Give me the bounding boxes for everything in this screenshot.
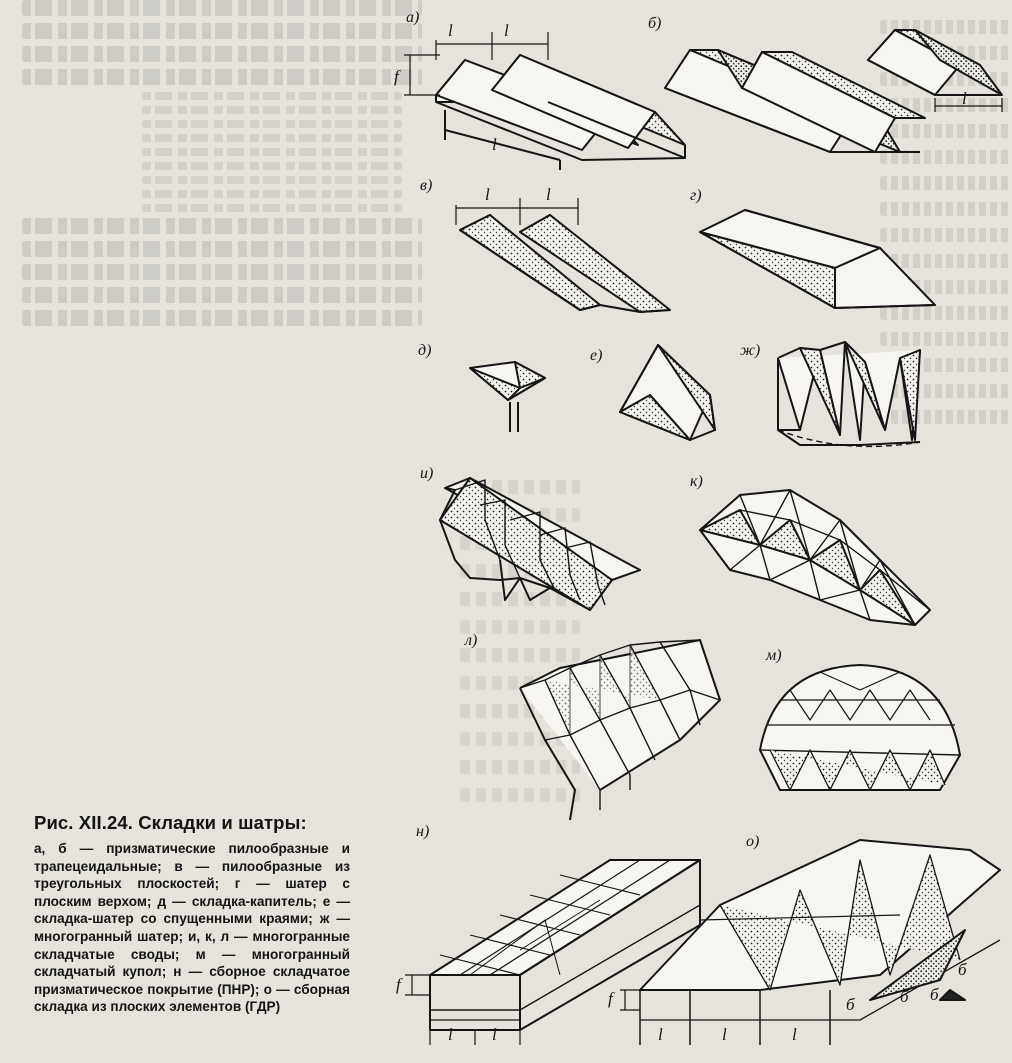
dim-l-b: l	[962, 89, 967, 108]
vault-l	[520, 640, 720, 820]
label-e: е)	[590, 347, 603, 364]
dim-l-v2: l	[546, 185, 551, 204]
label-a: а)	[406, 9, 420, 26]
dim-b-o1: б	[846, 995, 855, 1014]
dim-l-n1: l	[448, 1025, 453, 1044]
label-b: б)	[648, 15, 662, 32]
label-d: д)	[418, 342, 432, 359]
vault-k	[700, 490, 930, 625]
fold-zh	[778, 342, 920, 446]
fold-a	[404, 32, 685, 170]
fold-g	[700, 210, 935, 308]
fold-d	[470, 362, 545, 432]
label-k: к)	[690, 473, 703, 490]
dome-m	[760, 665, 960, 790]
dim-b-o4: б	[930, 985, 939, 1004]
dim-b-o3: б	[958, 960, 967, 979]
label-i: и)	[420, 465, 434, 482]
dim-l-a2: l	[504, 21, 509, 40]
dim-l-a1: l	[448, 21, 453, 40]
caption-body: а, б — призматические пилообразные и трапецеидальные; в — пилообразные из треугольных плоскостей; г — шатер с плоским верхом; д — складка-капитель; е — складка-шатер со спущенными краями; ж — многогранный шатер; и, к, л — многогранные складчатые своды; м — многогранный складчатый купол; н — сборное складчатое призматическое покрытие (ПНР); о — сборная складка из плоских элементов (ГДР)	[34, 841, 350, 1015]
dim-b-o2: б	[900, 987, 909, 1006]
caption-title: Рис. XII.24. Складки и шатры:	[34, 812, 307, 833]
dim-l-o2: l	[722, 1025, 727, 1044]
fold-e	[620, 345, 715, 440]
label-m: м)	[766, 647, 782, 664]
label-n: н)	[416, 823, 430, 840]
dim-l-o1: l	[658, 1025, 663, 1044]
dim-l-v1: l	[485, 185, 490, 204]
covering-n	[405, 860, 700, 1045]
label-l: л)	[465, 632, 478, 649]
dim-l-o3: l	[792, 1025, 797, 1044]
label-o: о)	[746, 833, 760, 850]
fold-v	[456, 198, 670, 312]
figure-caption	[34, 812, 350, 1016]
dim-f-n: f	[396, 975, 401, 994]
label-v: в)	[420, 177, 433, 194]
label-g: г)	[690, 187, 702, 204]
dim-f-a: f	[394, 67, 399, 86]
dim-l-n2: l	[492, 1025, 497, 1044]
vault-i	[440, 478, 640, 610]
dim-l-a3: l	[492, 135, 497, 154]
fold-b	[665, 30, 1002, 152]
dim-f-o: f	[608, 989, 613, 1008]
label-zh: ж)	[740, 342, 761, 359]
